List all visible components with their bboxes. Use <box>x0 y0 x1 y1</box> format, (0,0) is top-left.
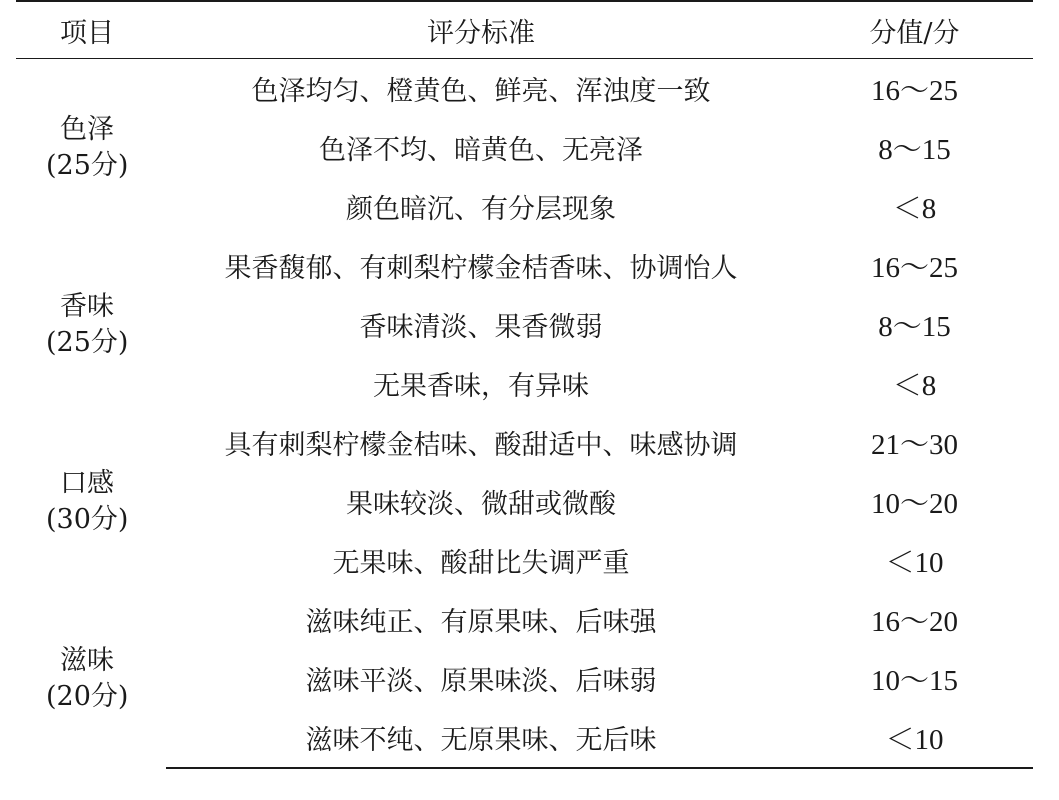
item-cell-taste <box>16 590 166 768</box>
item-name: 色泽 <box>60 113 114 145</box>
sensory-scoring-table <box>16 0 1033 769</box>
score-cell: ＜8 <box>892 370 937 402</box>
score-cell: 16～25 <box>870 252 958 284</box>
table-row <box>16 472 1033 531</box>
header-score: 分值/分 <box>796 1 1033 59</box>
score-cell: 10～15 <box>870 665 958 697</box>
item-points: (25分) <box>46 149 129 181</box>
criteria-cell: 无果香味，有异味 <box>373 371 589 402</box>
score-cell: 16～25 <box>870 75 958 107</box>
item-cell-aroma <box>16 236 166 413</box>
criteria-cell: 果味较淡、微甜或微酸 <box>346 489 616 520</box>
item-name: 香味 <box>60 290 114 322</box>
header-item: 项目 <box>16 1 166 59</box>
table-row <box>16 354 1033 413</box>
criteria-cell: 滋味纯正、有原果味、后味强 <box>305 607 657 638</box>
criteria-cell: 色泽不均、暗黄色、无亮泽 <box>319 135 643 166</box>
table-row <box>16 649 1033 708</box>
item-name: 滋味 <box>60 645 114 676</box>
header-criteria: 评分标准 <box>166 1 796 59</box>
criteria-cell: 果香馥郁、有刺梨柠檬金桔香味、协调怡人 <box>224 253 738 284</box>
criteria-cell: 滋味平淡、原果味淡、后味弱 <box>305 666 657 697</box>
table-row <box>16 708 1033 768</box>
table-row <box>16 590 1033 649</box>
score-cell: ＜8 <box>892 193 937 225</box>
scoring-table-container <box>16 0 1033 769</box>
table-row <box>16 295 1033 354</box>
item-points: (20分) <box>46 681 129 712</box>
score-cell: ＜10 <box>885 547 944 579</box>
header-row <box>16 1 1033 59</box>
item-name: 口感 <box>60 467 114 499</box>
table-row <box>16 177 1033 236</box>
item-points: (25分) <box>46 326 129 358</box>
table-header <box>16 1 1033 59</box>
item-points: (30分) <box>46 503 129 535</box>
criteria-cell: 香味清淡、果香微弱 <box>359 312 603 343</box>
criteria-cell: 颜色暗沉、有分层现象 <box>346 194 616 225</box>
criteria-cell: 具有刺梨柠檬金桔味、酸甜适中、味感协调 <box>224 430 738 461</box>
score-cell: ＜10 <box>796 708 1033 768</box>
item-cell-color <box>16 59 166 237</box>
criteria-cell: 无果味、酸甜比失调严重 <box>332 548 630 579</box>
score-cell: 10～20 <box>870 488 958 520</box>
score-cell: 8～15 <box>878 134 951 166</box>
item-cell-mouthfeel <box>16 413 166 590</box>
table-row <box>16 59 1033 119</box>
table-row <box>16 531 1033 590</box>
table-row <box>16 118 1033 177</box>
table-row <box>16 236 1033 295</box>
table-row <box>16 413 1033 472</box>
criteria-cell: 色泽均匀、橙黄色、鲜亮、浑浊度一致 <box>251 76 711 107</box>
score-cell: 8～15 <box>878 311 951 343</box>
score-cell: 16～20 <box>870 606 958 638</box>
table-body <box>16 59 1033 769</box>
score-cell: 21～30 <box>870 429 958 461</box>
criteria-cell: 滋味不纯、无原果味、无后味 <box>166 708 796 768</box>
